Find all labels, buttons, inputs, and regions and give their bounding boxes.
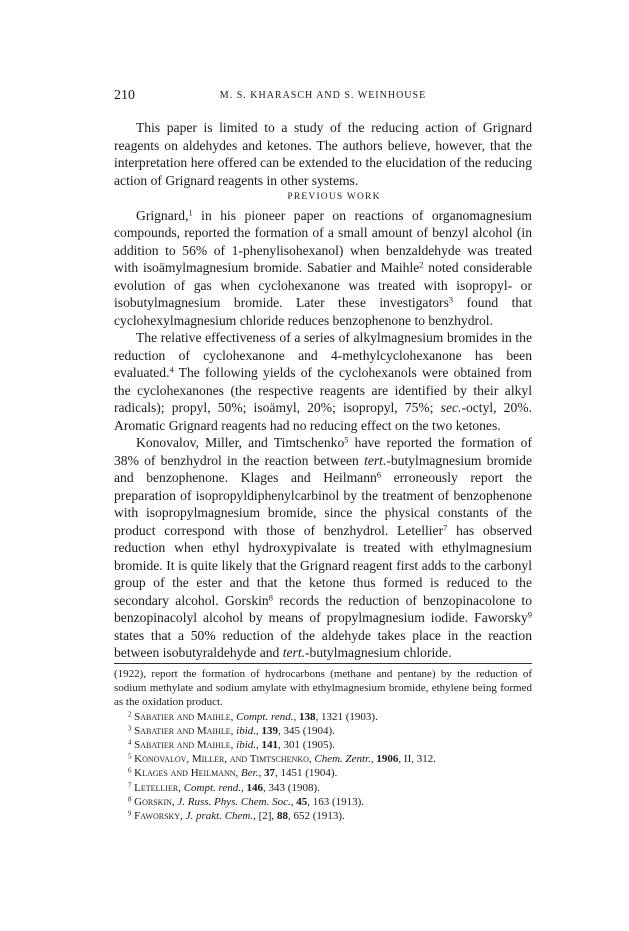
page-header [114, 88, 532, 104]
footnote-authors: Faworsky [134, 810, 181, 823]
footnote-item: $^3$ Sabatier and Maihle, ibid., 139, 345 (1904). [128, 724, 335, 737]
footnote-item: $^2$ Sabatier and Maihle, Compt. rend., 138, 1321 (1903). [128, 710, 378, 723]
footnote-rest: , 301 (1905). [278, 739, 335, 752]
footnote-divider [114, 663, 532, 664]
footnote-rest: , 652 (1913). [287, 810, 345, 823]
footnote-number: 9 [128, 810, 132, 818]
footnotes [114, 667, 532, 823]
footnote-rest: , 343 (1908). [263, 781, 320, 794]
footnote-number: 6 [128, 767, 132, 775]
footnote-ref: 8 [268, 591, 273, 602]
footnote-journal: ibid. [236, 739, 257, 752]
footnote-ref: 9 [527, 609, 532, 620]
footnote-volume: 138 [299, 710, 316, 723]
footnote-authors: Sabatier and Maihle [134, 710, 231, 723]
footnote-rest: , 1321 (1903). [315, 710, 378, 723]
footnote-authors: Sabatier and Maihle [134, 739, 231, 752]
italic-run: tert. [282, 645, 306, 660]
footnote-journal: J. Russ. Phys. Chem. Soc. [177, 795, 291, 808]
footnote-authors: Letellier [134, 781, 179, 794]
footnote-number: 7 [128, 781, 132, 789]
footnote-item: $^9$ Faworsky, J. prakt. Chem., [2], 88, 652 (1913). [128, 810, 345, 823]
footnote-number: 3 [128, 725, 132, 733]
text-run: has observed reduction when ethyl hydroxypivalate is treated with ethylmagnesium bromide. It is quite likely that the Grignard reagent first adds to the carbonyl group of the ester and that the ketone thus formed is reduced to the secondary alcohol. Gorskin [114, 522, 532, 608]
footnote-ref: 2 [419, 259, 424, 270]
footnote-authors: Gorskin [134, 795, 172, 808]
footnote-ref: 4 [169, 364, 174, 375]
italic-run: sec. [440, 400, 462, 415]
footnote-number: 8 [128, 796, 132, 804]
footnote-ref: 3 [448, 294, 454, 305]
text-run: -butylmagnesium bromide and benzophenone. Klages and Heilmann [114, 452, 532, 485]
footnote-volume: 45 [296, 795, 308, 808]
paragraph-grignard [114, 207, 532, 330]
footnote-rest: , 345 (1904). [278, 724, 335, 737]
footnote-journal: ibid. [236, 724, 257, 737]
footnote-ref: 6 [376, 469, 382, 480]
footnote-volume: 146 [246, 781, 264, 794]
italic-run: tert. [364, 452, 387, 468]
paragraph-konovalov [114, 434, 532, 662]
running-head: M. S. KHARASCH AND S. WEINHOUSE [219, 90, 427, 101]
text-run: The following yields of the cyclohexanols were obtained from the cyclohexanones (the respective reagents are identified by their alkyl radicals); propyl, 50%; isoämyl, 20%; isopropyl, 75%; [114, 365, 532, 415]
footnote-item: $^8$ Gorskin, J. Russ. Phys. Chem. Soc., 45, 163 (1913). [128, 795, 365, 808]
footnote-series: [2], [258, 810, 277, 823]
footnote-journal: Compt. rend. [183, 781, 242, 794]
footnote-ref: 5 [344, 434, 349, 445]
footnote-journal: Chem. Zentr. [314, 753, 371, 766]
intro-paragraph: This paper is limited to a study of the reducing action of Grignard reagents on aldehydes and ketones. The authors believe, however, that the interpretation here offered can be extended to the elucidation of the reducing action of Grignard reagents in other systems. [114, 120, 532, 188]
footnote-volume: 141 [261, 739, 279, 752]
text-run: -octyl, 20%. Aromatic Grignard reagents had no reducing effect on the two ketones. [114, 400, 532, 433]
footnote-number: 2 [128, 710, 132, 718]
text-run: states that a 50% reduction of the aldehyde takes place in the reaction between isobutyraldehyde and [114, 627, 532, 660]
footnote-authors: Konovalov, Miller, and Timtschenko [134, 753, 309, 766]
footnote-authors: Sabatier and Maihle [134, 724, 231, 737]
text-run: in his pioneer paper on reactions of organomagnesium compounds, reported the formation of a small amount of benzyl alcohol (in addition to 56% of 1-phenylisohexanol) when benzaldehyde was treated with isoämylmagnesium bromide. Sabatier and Maihle [114, 207, 532, 275]
footnote-journal: J. prakt. Chem. [185, 810, 254, 823]
footnote-volume: 139 [261, 724, 279, 737]
footnote-journal: Ber. [241, 767, 259, 780]
page-number: 210 [114, 88, 135, 103]
footnote-number: 5 [128, 753, 132, 761]
section-heading: PREVIOUS WORK [287, 192, 381, 202]
footnote-volume: 1906 [376, 753, 399, 766]
text-run: have reported the formation of 38% of benzhydrol in the reaction between [114, 435, 532, 468]
footnote-authors: Klages and Heilmann [134, 767, 236, 780]
footnote-ref: 7 [443, 521, 448, 532]
paragraph-effectiveness [114, 329, 532, 434]
footnote-item: $^6$ Klages and Heilmann, Ber., 37, 1451 (1904). [128, 767, 338, 780]
footnote-item: $^4$ Sabatier and Maihle, ibid., 141, 301 (1905). [128, 739, 335, 752]
footnote-rest: , II, 312. [398, 753, 436, 766]
footnote-rest: , 163 (1913). [307, 795, 365, 808]
text-run: records the reduction of benzopinacolone to benzopinacolyl alcohol by means of propylmagnesium iodide. Faworsky [114, 592, 532, 625]
footnote-continuation: (1922), report the formation of hydrocarbons (methane and pentane) by the reduction of sodium methylate and sodium amylate with ethylmagnesium bromide, ethylene being formed as the oxidation product. [114, 668, 532, 709]
text-run: Konovalov, Miller, and Timtschenko [136, 435, 345, 450]
text-run: Grignard, [136, 207, 189, 223]
body-text [114, 119, 532, 662]
footnote-rest: , 1451 (1904). [274, 767, 338, 780]
footnote-volume: 88 [276, 810, 288, 823]
text-run: -butylmagnesium chloride. [305, 645, 452, 660]
footnote-item: $^5$ Konovalov, Miller, and Timtschenko, Chem. Zentr., 1906, II, 312. [128, 753, 436, 766]
footnote-volume: 37 [263, 767, 275, 780]
text-run: noted considerable evolution of gas when cyclohexanone was treated with isopropyl- or isobutylmagnesium bromide. Later these investigators [114, 260, 532, 310]
text-run: found that cyclohexylmagnesium chloride reduces benzophenone to benzhydrol. [114, 295, 532, 328]
footnote-journal: Compt. rend. [236, 710, 294, 723]
footnote-item: $^7$ Letellier, Compt. rend., 146, 343 (1908). [128, 781, 320, 794]
text-run: erroneously report the preparation of isopropyldiphenylcarbinol by the treatment of benzophenone with isopropylmagnesium bromide, since the physical constants of the product correspond with those of benzhydrol. Letellier [114, 470, 533, 538]
text-run: The relative effectiveness of a series of alkylmagnesium bromides in the reduction of cyclohexanone and 4-methylcyclohexanone has been evaluated. [114, 330, 532, 380]
footnote-ref: 1 [188, 206, 193, 217]
footnote-number: 4 [128, 739, 132, 747]
